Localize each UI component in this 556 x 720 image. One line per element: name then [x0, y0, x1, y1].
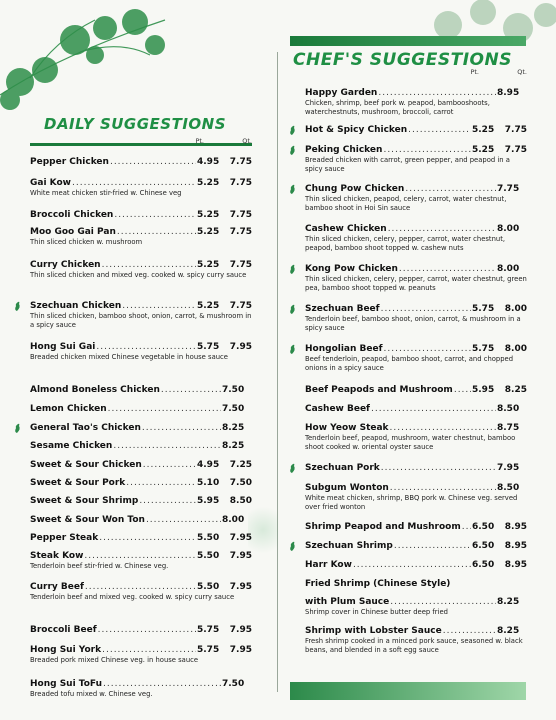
item-name: Pepper Chicken [30, 157, 109, 167]
item-price-pt: 5.95 [472, 385, 495, 395]
leader-dots [143, 460, 196, 470]
item-price-qt: 8.25 [222, 423, 245, 433]
menu-item [305, 88, 527, 117]
menu-item [30, 679, 252, 699]
menu-item [305, 344, 527, 373]
menu-item [30, 582, 252, 602]
item-description: Breaded tofu mixed w. Chinese veg. [30, 690, 153, 698]
item-row [30, 478, 252, 488]
item-description: Thin sliced chicken and mixed veg. cooked w. spicy curry sauce [30, 271, 247, 279]
item-row [30, 404, 252, 414]
item-price-qt: 7.95 [229, 551, 252, 561]
item-price-qt: 7.75 [229, 157, 252, 167]
item-price-qt: 7.75 [229, 210, 252, 220]
menu-item [305, 463, 527, 473]
item-price-qt: 7.75 [229, 301, 252, 311]
item-price-pt: 5.25 [197, 227, 220, 237]
item-row [305, 423, 527, 433]
item-price-qt: 8.50 [497, 483, 520, 493]
menu-item [305, 597, 527, 617]
chili-pepper-icon [288, 541, 297, 552]
item-price-pt: 6.50 [472, 541, 495, 551]
menu-item [305, 184, 527, 213]
menu-item [30, 515, 252, 525]
item-name: How Yeow Steak [305, 423, 389, 433]
item-description: Tenderloin beef, bamboo shoot, onion, carrot, & mushroom in a spicy sauce [305, 315, 521, 332]
leader-dots [142, 423, 221, 433]
leader-dots [390, 423, 496, 433]
leader-dots [390, 597, 496, 607]
item-price-qt: 7.50 [222, 404, 245, 414]
item-name: Hong Sui Gai [30, 342, 96, 352]
item-name: Fried Shrimp (Chinese Style) [305, 579, 451, 589]
leader-dots [394, 541, 471, 551]
item-price-pt: 5.75 [197, 645, 220, 655]
item-description: Thin sliced chicken, bamboo shoot, onion, carrot, & mushroom in a spicy sauce [30, 312, 252, 329]
item-description: Thin sliced chicken, celery, pepper, carrot, water chestnut, peapod, bamboo shoot topped w. cashew nuts [305, 235, 506, 252]
menu-item [30, 157, 252, 167]
menu-item [30, 645, 252, 665]
item-name: Hot & Spicy Chicken [305, 125, 408, 135]
item-row [305, 404, 527, 414]
leader-dots [378, 88, 496, 98]
menu-item [30, 178, 252, 198]
item-price-qt: 8.25 [222, 441, 245, 451]
item-row [30, 260, 252, 270]
item-price-qt: 7.95 [229, 582, 252, 592]
daily-suggestions-section [30, 115, 252, 698]
item-row [30, 210, 252, 220]
footer-bar [290, 682, 526, 700]
item-row [30, 441, 252, 451]
item-name: Harr Kow [305, 560, 352, 570]
item-price-qt: 7.95 [229, 625, 252, 635]
item-name: Sweet & Sour Pork [30, 478, 126, 488]
item-price-pt: 6.50 [472, 522, 495, 532]
leader-dots [84, 551, 196, 561]
item-name: Peking Chicken [305, 145, 383, 155]
leader-dots [388, 224, 496, 234]
item-row [305, 184, 527, 194]
item-price-qt: 8.50 [497, 404, 520, 414]
chili-pepper-icon [288, 184, 297, 195]
menu-item [30, 260, 252, 280]
item-price-qt: 8.00 [504, 344, 527, 354]
item-price-qt: 8.95 [504, 541, 527, 551]
item-name: Moo Goo Gai Pan [30, 227, 116, 237]
menu-item [30, 301, 252, 330]
item-price-pt: 5.25 [197, 260, 220, 270]
item-name: Cashew Chicken [305, 224, 387, 234]
qt-header: Qt. [242, 137, 252, 145]
menu-item [30, 227, 252, 247]
chef-header-bar [290, 36, 526, 46]
item-row [305, 224, 527, 234]
menu-item [305, 483, 527, 512]
menu-item [305, 304, 527, 333]
item-price-pt: 5.25 [472, 145, 495, 155]
chili-pepper-icon [288, 463, 297, 474]
item-price-qt: 8.00 [222, 515, 245, 525]
item-row [305, 88, 527, 98]
item-name: Happy Garden [305, 88, 378, 98]
menu-item [305, 579, 527, 589]
menu-item [305, 404, 527, 414]
menu-item [30, 210, 252, 220]
menu-item [305, 224, 527, 253]
item-name: Kong Pow Chicken [305, 264, 398, 274]
item-row [305, 579, 527, 589]
item-description: White meat chicken stir-fried w. Chinese veg [30, 189, 182, 197]
item-price-qt: 8.00 [504, 304, 527, 314]
item-price-qt: 8.25 [497, 626, 520, 636]
item-name: Beef Peapods and Mushroom [305, 385, 453, 395]
item-description: Shrimp cover in Chinese butter deep fried [305, 608, 448, 616]
leader-dots [114, 210, 196, 220]
item-price-qt: 7.50 [229, 478, 252, 488]
item-price-qt: 7.25 [229, 460, 252, 470]
item-name: Hong Sui York [30, 645, 102, 655]
item-name: Cashew Beef [305, 404, 370, 414]
item-row [305, 483, 527, 493]
section-title: CHEF'S SUGGESTIONS [293, 50, 512, 70]
leader-dots [161, 385, 221, 395]
item-name: Sweet & Sour Won Ton [30, 515, 145, 525]
item-description: Fresh shrimp cooked in a minced pork sauce, seasoned w. black beans, and blended in a soft egg sauce [305, 637, 523, 654]
item-description: Thin sliced chicken, peapod, celery, carrot, water chestnut, bamboo shoot in Hoi Sin sauce [305, 195, 507, 212]
menu-item [30, 404, 252, 414]
menu-item [305, 145, 527, 174]
menu-item [305, 125, 527, 135]
item-row [30, 551, 252, 561]
item-price-pt: 5.25 [197, 301, 220, 311]
item-row [305, 304, 527, 314]
menu-item [305, 522, 527, 532]
leader-dots [117, 227, 196, 237]
item-row [30, 515, 252, 525]
menu-item [30, 385, 252, 395]
chili-pepper-icon [288, 264, 297, 275]
item-name: Szechuan Beef [305, 304, 380, 314]
item-description: Breaded chicken mixed Chinese vegetable in house sauce [30, 353, 228, 361]
item-description: Beef tenderloin, peapod, bamboo shoot, carrot, and chopped onions in a spicy sauce [305, 355, 514, 372]
item-row [305, 560, 527, 570]
leader-dots [381, 463, 496, 473]
item-price-qt: 7.50 [222, 385, 245, 395]
item-price-qt: 7.75 [504, 145, 527, 155]
menu-item [30, 478, 252, 488]
menu-item [30, 625, 252, 635]
menu-item [305, 423, 527, 452]
item-row [305, 597, 527, 607]
item-price-qt: 7.95 [229, 342, 252, 352]
leader-dots [96, 342, 196, 352]
item-price-pt: 5.95 [197, 496, 220, 506]
item-row [30, 679, 252, 689]
leader-dots [72, 178, 196, 188]
item-price-qt: 8.00 [497, 224, 520, 234]
item-price-pt: 5.50 [197, 533, 220, 543]
item-row [305, 522, 527, 532]
leader-dots [443, 626, 496, 636]
item-price-qt: 8.95 [504, 522, 527, 532]
leader-dots [126, 478, 196, 488]
menu-item [305, 626, 527, 655]
item-price-qt: 7.75 [229, 260, 252, 270]
qt-header: Qt. [517, 68, 527, 76]
item-name: Sesame Chicken [30, 441, 113, 451]
item-row [305, 264, 527, 274]
item-price-pt: 5.25 [197, 178, 220, 188]
chili-pepper-icon [13, 423, 22, 434]
leader-dots [122, 301, 196, 311]
item-price-pt: 6.50 [472, 560, 495, 570]
item-description: White meat chicken, shrimp, BBQ pork w. Chinese veg. served over fried wonton [305, 494, 518, 511]
leader-dots [454, 385, 471, 395]
item-row [30, 157, 252, 167]
item-price-pt: 4.95 [197, 157, 220, 167]
menu-item [30, 423, 252, 433]
column-headers [30, 137, 252, 145]
menu-item [30, 441, 252, 451]
leader-dots [102, 645, 196, 655]
item-name: Szechuan Shrimp [305, 541, 393, 551]
item-description: Tenderloin beef and mixed veg. cooked w. spicy curry sauce [30, 593, 235, 601]
chili-pepper-icon [288, 344, 297, 355]
menu-item [30, 496, 252, 506]
background-wash [248, 500, 278, 560]
item-name: Gai Kow [30, 178, 71, 188]
leader-dots [384, 344, 471, 354]
item-row [305, 125, 527, 135]
item-description: Thin sliced chicken w. mushroom [30, 238, 143, 246]
chili-pepper-icon [288, 145, 297, 156]
item-row [30, 301, 252, 311]
item-name: Subgum Wonton [305, 483, 389, 493]
leader-dots [85, 582, 196, 592]
menu-item [305, 541, 527, 551]
item-row [30, 342, 252, 352]
leader-dots [371, 404, 496, 414]
item-price-pt: 5.75 [197, 342, 220, 352]
leader-dots [146, 515, 221, 525]
item-row [30, 533, 252, 543]
item-name: Shrimp Peapod and Mushroom [305, 522, 461, 532]
menu-item [30, 551, 252, 571]
item-description: Tenderloin beef stir-fried w. Chinese veg. [30, 562, 169, 570]
item-name: Sweet & Sour Shrimp [30, 496, 139, 506]
item-price-qt: 8.25 [504, 385, 527, 395]
item-price-qt: 7.75 [229, 227, 252, 237]
leader-dots [405, 184, 496, 194]
item-price-qt: 7.50 [222, 679, 245, 689]
item-description: Thin sliced chicken, celery, pepper, carrot, water chestnut, green pea, bamboo shoot topped w. peanuts [305, 275, 527, 292]
chili-pepper-icon [288, 304, 297, 315]
item-name: Almond Boneless Chicken [30, 385, 160, 395]
item-price-qt: 7.75 [497, 184, 520, 194]
item-name: Chung Pow Chicken [305, 184, 405, 194]
item-row [30, 385, 252, 395]
menu-item [30, 533, 252, 543]
leader-dots [390, 483, 496, 493]
item-row [305, 463, 527, 473]
item-name: Hongolian Beef [305, 344, 383, 354]
item-price-qt: 8.25 [497, 597, 520, 607]
item-price-pt: 5.25 [472, 125, 495, 135]
menu-item [305, 264, 527, 293]
leader-dots [102, 260, 196, 270]
item-row [305, 541, 527, 551]
item-price-pt: 5.75 [197, 625, 220, 635]
leader-dots [408, 125, 471, 135]
item-price-qt: 8.95 [504, 560, 527, 570]
leader-dots [383, 145, 471, 155]
item-name: General Tao's Chicken [30, 423, 141, 433]
item-price-pt: 5.75 [472, 304, 495, 314]
leader-dots [99, 533, 196, 543]
item-name: Hong Sui ToFu [30, 679, 103, 689]
item-price-pt: 5.75 [472, 344, 495, 354]
item-price-pt: 4.95 [197, 460, 220, 470]
chili-pepper-icon [13, 301, 22, 312]
leader-dots [98, 625, 196, 635]
item-row [305, 145, 527, 155]
item-price-qt: 7.95 [229, 645, 252, 655]
item-price-pt: 5.50 [197, 582, 220, 592]
item-row [305, 626, 527, 636]
menu-item [305, 385, 527, 395]
item-row [30, 496, 252, 506]
item-price-qt: 8.95 [497, 88, 520, 98]
column-divider [277, 52, 278, 692]
item-price-qt: 7.75 [504, 125, 527, 135]
item-name: Steak Kow [30, 551, 84, 561]
item-price-qt: 8.75 [497, 423, 520, 433]
item-description: Chicken, shrimp, beef pork w. peapod, bambooshoots, waterchestnuts, mushroom, broccoli, carrot [305, 99, 490, 116]
menu-item [30, 460, 252, 470]
item-name: Szechuan Pork [305, 463, 380, 473]
menu-item [305, 560, 527, 570]
item-name: Pepper Steak [30, 533, 99, 543]
menu-item [30, 342, 252, 362]
leader-dots [139, 496, 196, 506]
item-price-pt: 5.25 [197, 210, 220, 220]
pine-branch-icon [0, 0, 170, 115]
item-price-qt: 7.75 [229, 178, 252, 188]
item-row [30, 625, 252, 635]
leader-dots [353, 560, 471, 570]
item-name: Lemon Chicken [30, 404, 107, 414]
item-row [30, 645, 252, 655]
leader-dots [381, 304, 471, 314]
item-row [305, 344, 527, 354]
leader-dots [462, 522, 471, 532]
item-description: Breaded pork mixed Chinese veg. in house sauce [30, 656, 199, 664]
leader-dots [103, 679, 221, 689]
item-description: Breaded chicken with carrot, green pepper, and peapod in a spicy sauce [305, 156, 510, 173]
leader-dots [110, 157, 196, 167]
chili-pepper-icon [288, 125, 297, 136]
item-name: Sweet & Sour Chicken [30, 460, 142, 470]
item-name: Szechuan Chicken [30, 301, 122, 311]
item-price-pt: 5.10 [197, 478, 220, 488]
leader-dots [399, 264, 496, 274]
item-price-pt: 5.50 [197, 551, 220, 561]
chefs-suggestions-section [293, 50, 527, 654]
item-name: with Plum Sauce [305, 597, 390, 607]
item-price-qt: 7.95 [497, 463, 520, 473]
item-name: Broccoli Chicken [30, 210, 114, 220]
item-name: Curry Chicken [30, 260, 101, 270]
item-row [30, 227, 252, 237]
pt-header: Pt. [195, 137, 204, 145]
item-row [30, 178, 252, 188]
leader-dots [108, 404, 221, 414]
item-price-qt: 8.00 [497, 264, 520, 274]
item-name: Shrimp with Lobster Sauce [305, 626, 442, 636]
item-name: Curry Beef [30, 582, 84, 592]
pt-header: Pt. [470, 68, 479, 76]
section-title: DAILY SUGGESTIONS [44, 115, 227, 133]
item-row [30, 460, 252, 470]
item-row [30, 423, 252, 433]
item-row [30, 582, 252, 592]
item-name: Broccoli Beef [30, 625, 97, 635]
item-price-qt: 7.95 [229, 533, 252, 543]
item-price-qt: 8.50 [229, 496, 252, 506]
leader-dots [113, 441, 221, 451]
item-row [305, 385, 527, 395]
item-description: Tenderloin beef, peapod, mushroom, water chestnut, bamboo shoot cooked w. oriental oyster sauce [305, 434, 516, 451]
